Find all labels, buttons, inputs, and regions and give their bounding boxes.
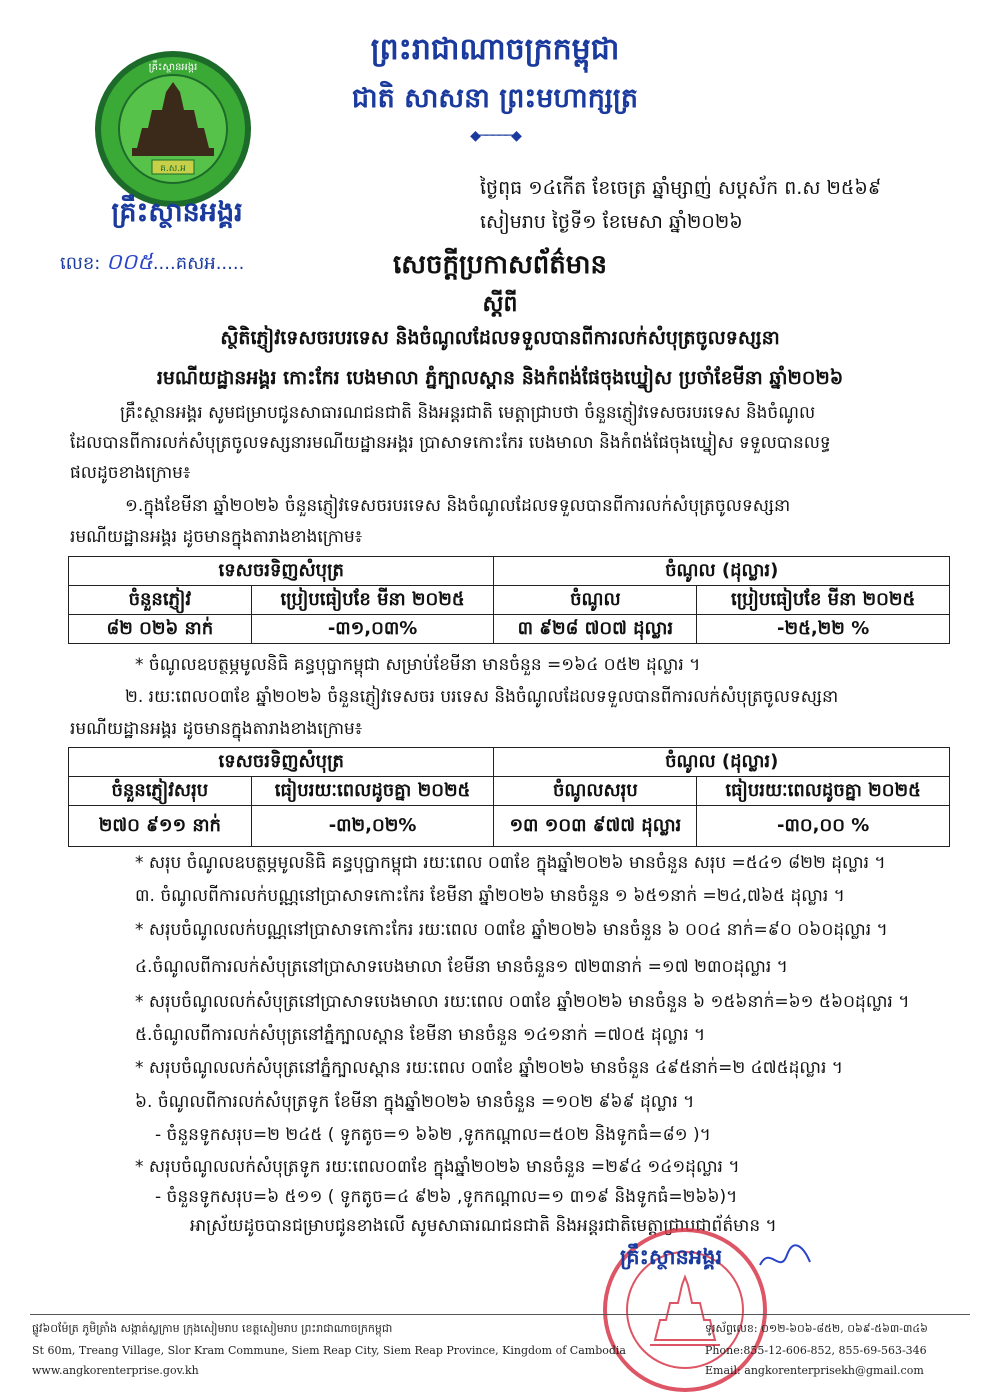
- s1-cell-revenue: ៣ ៩២៨ ៧០៧ ដុល្លារ: [494, 615, 697, 644]
- s2-cell-revenue: ១៣ ១០៣ ៩៧៧ ដុល្លារ: [494, 806, 697, 847]
- summary-line-10: * សរុបចំណូលលក់សំបុត្រទូក រយៈពេល០៣ខែ ក្នុងឆ្នាំ២០២៦ មានចំនួន =២៩៤ ១៤១ដុល្លារ ។: [135, 1157, 740, 1177]
- section2-line-1: ២. រយៈពេល០៣ខែ ឆ្នាំ២០២៦ ចំនួនភ្ញៀវទេសចរ បរទេស និងចំណូលដែលទទួលបានពីការលក់សំបុត្រចូលទស្សនា: [125, 687, 839, 707]
- phone-km: ទូរស័ព្ទលេខ: ០១២-៦០៦-៨៥២, ០៦៩-៥៦៣-៣៤៦: [705, 1322, 928, 1335]
- s2-header-compare: ធៀបរយៈពេលដូចគ្នា ២០២៥: [251, 777, 494, 806]
- solar-date: សៀមរាប ថ្ងៃទី១ ខែមេសា ឆ្នាំ២០២៦: [480, 211, 743, 233]
- s1-header-compare-revenue: ប្រៀបធៀបខែ មីនា ២០២៥: [697, 586, 950, 615]
- intro-line-2: ដែលបានពីការលក់សំបុត្រចូលទស្សនារមណីយដ្ឋានអង្គរ ប្រាសាទកោះកែរ បេងមាលា និងកំពង់ផែចុងឃ្នៀស ទទួលបានលទ្ធ: [70, 433, 831, 453]
- closing-line: អាស្រ័យដូចបានជម្រាបជូនខាងលើ សូមសាធារណជនជាតិ និងអន្តរជាតិមេត្តាជ្រាបជាព័ត៌មាន ។: [190, 1216, 777, 1236]
- s2-header-revenue: ចំណូលសរុប: [494, 777, 697, 806]
- section2-table: [68, 747, 950, 847]
- ref-label: លេខ:: [60, 253, 101, 274]
- s2-group-visitors: ទេសចរទិញសំបុត្រ: [69, 748, 494, 777]
- section1-line-1: ១.ក្នុងខែមីនា ឆ្នាំ២០២៦ ចំនួនភ្ញៀវទេសចរបរទេស និងចំណូលដែលទទួលបានពីការលក់សំបុត្រចូលទស្សនា: [125, 496, 791, 516]
- summary-line-1: * សរុប ចំណូលឧបត្ថម្ភមូលនិធិ គន្ធបុប្ផាកម្ពុជា រយៈពេល ០៣ខែ ក្នុងឆ្នាំ២០២៦ មានចំនួន សរុប =៥៤១ ៨២២ ដុល្លារ ។: [135, 853, 886, 873]
- s1-group-revenue: ចំណូល (ដុល្លារ): [494, 557, 950, 586]
- email-link[interactable]: Email: angkorenterprisekh@gmail.com: [705, 1364, 924, 1377]
- header-ornament: ◆─────◆: [470, 128, 520, 144]
- section1-table: [68, 556, 950, 644]
- address-en: St 60m, Treang Village, Slor Kram Commune, Siem Reap City, Siem Reap Province, Kingdom of Cambodia: [32, 1344, 626, 1357]
- s2-header-compare-revenue: ធៀបរយៈពេលដូចគ្នា ២០២៥: [697, 777, 950, 806]
- summary-line-11: - ចំនួនទូកសរុប=៦ ៥១១ ( ទូកតូច=៤ ៩២៦ ,ទូកកណ្តាល=១ ៣១៩ និងទូកធំ=២៦៦)។: [155, 1187, 738, 1207]
- summary-line-4: ៤.ចំណូលពីការលក់សំបុត្រនៅប្រាសាទបេងមាលា ខែមីនា មានចំនួន១ ៧២៣នាក់ =១៧ ២៣០ដុល្លារ ។: [135, 957, 788, 977]
- summary-line-8: ៦. ចំណូលពីការលក់សំបុត្រទូក ខែមីនា ក្នុងឆ្នាំ២០២៦ មានចំនួន =១០២ ៩៦៩ ដុល្លារ ។: [135, 1092, 695, 1112]
- subject-label: ស្តីពី: [482, 292, 518, 317]
- s1-cell-visitors: ៨២ ០២៦ នាក់: [69, 615, 252, 644]
- s2-cell-visitors: ២៧០ ៩១១ នាក់: [69, 806, 252, 847]
- signatory-name: គ្រឹះស្ថានអង្គរ: [620, 1244, 723, 1269]
- s1-group-visitors: ទេសចរទិញសំបុត្រ: [69, 557, 494, 586]
- intro-line-1: គ្រឹះស្ថានអង្គរ សូមជម្រាបជូនសាធារណជនជាតិ និងអន្តរជាតិ មេត្តាជ្រាបថា ចំនួនភ្ញៀវទេសចរបរទេស និងចំណូល: [120, 403, 816, 423]
- heading-line-1: ស្ថិតិភ្ញៀវទេសចរបរទេស និងចំណូលដែលទទួលបានពីការលក់សំបុត្រចូលទស្សនា: [220, 327, 780, 349]
- signature-scribble: [755, 1240, 815, 1280]
- summary-line-3: * សរុបចំណូលលក់បណ្ណនៅប្រាសាទកោះកែរ រយៈពេល ០៣ខែ ឆ្នាំ២០២៦ មានចំនួន ៦ ០០៤ នាក់=៩០ ០៦០ដុល្លារ ។: [135, 920, 888, 940]
- summary-line-2: ៣. ចំណូលពីការលក់បណ្ណនៅប្រាសាទកោះកែរ ខែមីនា ឆ្នាំ២០២៦ មានចំនួន ១ ៦៥១នាក់ =២៤,៧៦៥ ដុល្លារ ។: [135, 886, 845, 906]
- logo-top-text: គ្រឹះស្ថានអង្គរ: [148, 62, 198, 73]
- intro-line-3: ផលដូចខាងក្រោម៖: [70, 463, 191, 483]
- kingdom-title: ព្រះរាជាណាចក្រកម្ពុជា: [370, 32, 620, 67]
- s1-cell-compare: -៣១,០៣%: [251, 615, 494, 644]
- s1-header-revenue: ចំណូល: [494, 586, 697, 615]
- phone-en: Phone:855-12-606-852, 855-69-563-346: [705, 1344, 927, 1357]
- s1-header-compare: ប្រៀបធៀបខែ មីនា ២០២៥: [251, 586, 494, 615]
- page-title: សេចក្តីប្រកាសព័ត៌មាន: [392, 250, 608, 280]
- section1-line-2: រមណីយដ្ឋានអង្គរ ដូចមានក្នុងតារាងខាងក្រោម៖: [70, 527, 363, 547]
- table-row: [69, 615, 950, 644]
- summary-line-6: ៥.ចំណូលពីការលក់សំបុត្រនៅភ្នំក្បាលស្ពាន ខែមីនា មានចំនួន ១៤១នាក់ =៧០៥ ដុល្លារ ។: [135, 1025, 706, 1045]
- summary-line-9: - ចំនួនទូកសរុប=២ ២៤៥ ( ទូកតូច=១ ៦៦២ ,ទូកកណ្តាល=៥០២ និងទូកធំ=៨១ )។: [155, 1125, 711, 1145]
- ref-suffix: ....គសអ.....: [152, 253, 245, 274]
- table-row: [69, 806, 950, 847]
- reference-number: [60, 248, 300, 280]
- section2-line-2: រមណីយដ្ឋានអង្គរ ដូចមានក្នុងតារាងខាងក្រោម៖: [70, 719, 363, 739]
- address-km: ផ្លូវ៦០ម៉ែត្រ ភូមិត្រាំង សង្កាត់ស្លក្រាម ក្រុងសៀមរាប ខេត្តសៀមរាប ព្រះរាជាណាចក្រកម្ពុជា: [32, 1322, 393, 1335]
- ref-number: ០០៥: [106, 250, 153, 275]
- s2-cell-compare-revenue: -៣០,០០ %: [697, 806, 950, 847]
- s2-header-visitors: ចំនួនភ្ញៀវសរុប: [69, 777, 252, 806]
- summary-line-5: * សរុបចំណូលលក់សំបុត្រនៅប្រាសាទបេងមាលា រយៈពេល ០៣ខែ ឆ្នាំ២០២៦ មានចំនួន ៦ ១៥៦នាក់=៦១ ៥៦០ដុល្លារ ។: [135, 992, 910, 1012]
- s2-group-revenue: ចំណូល (ដុល្លារ): [494, 748, 950, 777]
- section1-note: * ចំណូលឧបត្ថម្ភមូលនិធិ គន្ធបុប្ផាកម្ពុជា សម្រាប់ខែមីនា មានចំនួន =១៦៤ ០៥២ ដុល្លារ ។: [135, 655, 701, 675]
- s1-cell-compare-revenue: -២៥,២២ %: [697, 615, 950, 644]
- website-link[interactable]: www.angkorenterprise.gov.kh: [32, 1364, 199, 1377]
- s1-header-visitors: ចំនួនភ្ញៀវ: [69, 586, 252, 615]
- logo-abbr: គ.ស.អ: [160, 164, 186, 174]
- summary-line-7: * សរុបចំណូលលក់សំបុត្រនៅភ្នំក្បាលស្ពាន រយៈពេល ០៣ខែ ឆ្នាំ២០២៦ មានចំនួន ៤៩៥នាក់=២ ៤៧៥ដុល្លារ ។: [135, 1058, 843, 1078]
- s2-cell-compare: -៣២,០២%: [251, 806, 494, 847]
- lunar-date: ថ្ងៃពុធ ១៤កើត ខែចេត្រ ឆ្នាំម្សាញ់ សប្តស័ក ព.ស ២៥៦៩: [480, 177, 882, 199]
- footer-divider: [30, 1314, 970, 1315]
- org-name: គ្រឹះស្ថានអង្គរ: [111, 197, 243, 228]
- angkor-enterprise-logo: [92, 48, 254, 210]
- heading-line-2: រមណីយដ្ឋានអង្គរ កោះកែរ បេងមាលា ភ្នំក្បាលស្ពាន និងកំពង់ផែចុងឃ្នៀស ប្រចាំខែមីនា ឆ្នាំ២០២៦: [156, 367, 844, 389]
- national-motto: ជាតិ សាសនា ព្រះមហាក្សត្រ: [351, 83, 639, 114]
